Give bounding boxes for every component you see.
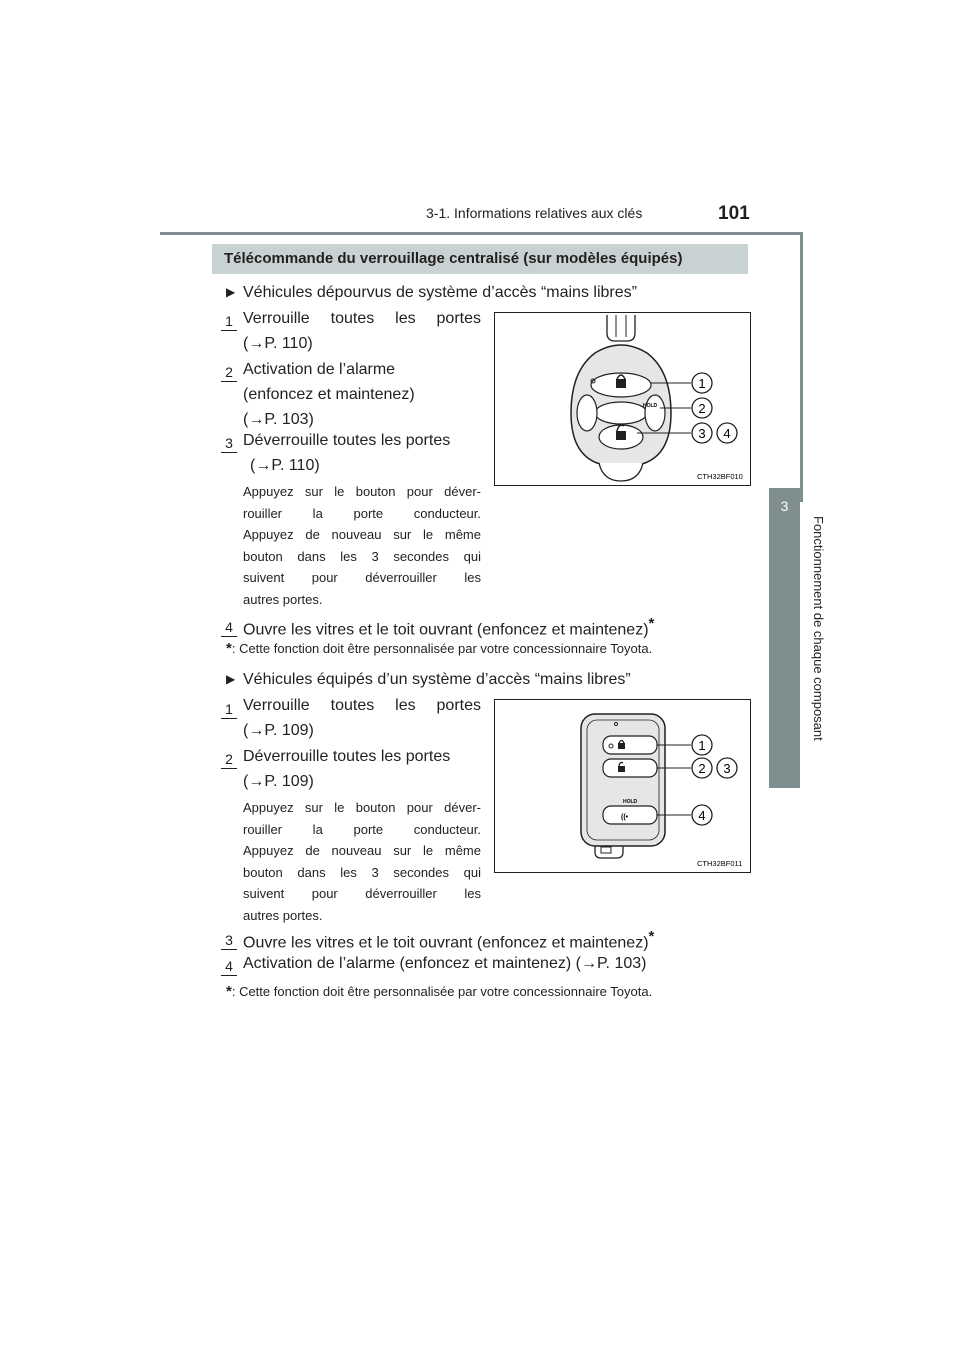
item-number: 2	[221, 362, 237, 382]
part1-heading: Véhicules dépourvus de système d’accès “mains libres”	[243, 284, 637, 301]
item-number: 1	[221, 311, 237, 331]
triangle-bullet-icon: ▶	[226, 285, 236, 299]
item-text: Déverrouille toutes les portes	[243, 432, 451, 449]
callout-4: 4	[698, 808, 706, 823]
item-ref: (→P. 109)	[243, 722, 314, 739]
item-note: Appuyez sur le bouton pour déver- rouiller la porte conducteur. Appuyez de nouveau sur le même bouton dans les 3 secondes qui suivent pour déverrouiller les autres portes.	[243, 800, 481, 923]
side-rule	[800, 232, 803, 502]
item-number: 3	[221, 433, 237, 453]
hold-label: HOLD	[623, 799, 638, 805]
smart-key-drawing	[495, 700, 750, 872]
item-text: Ouvre les vitres et le toit ouvrant (enfoncez et maintenez)*	[243, 928, 655, 952]
figure-caption: CTH32BF010	[697, 472, 743, 481]
callout-1: 1	[698, 376, 706, 391]
item-ref: (→P. 109)	[243, 773, 314, 790]
item-ref: (→P. 110)	[250, 457, 320, 474]
item-text: Déverrouille toutes les portes	[243, 748, 451, 765]
item-text: (enfoncez et maintenez)	[243, 386, 415, 403]
section-banner-title: Télécommande du verrouillage centralisé (sur modèles équipés)	[224, 250, 683, 267]
item-ref: (→P. 103)	[243, 411, 314, 428]
part2-heading: Véhicules équipés d’un système d’accès “mains libres”	[243, 671, 631, 688]
callout-1: 1	[698, 738, 706, 753]
chapter-title: Fonctionnement de chaque composant	[811, 516, 826, 741]
remote-key-drawing	[495, 313, 750, 485]
item-text: Verrouille toutes les portes	[243, 310, 481, 327]
chapter-tab	[769, 488, 800, 788]
hold-label: HOLD	[643, 403, 658, 409]
item-text: Verrouille toutes les portes	[243, 697, 481, 714]
item-number: 2	[221, 749, 237, 769]
triangle-bullet-icon: ▶	[226, 672, 236, 686]
callout-3: 3	[698, 426, 706, 441]
item-number: 1	[221, 699, 237, 719]
item-number: 4	[221, 956, 237, 976]
smart-key-figure	[494, 699, 751, 873]
item-text: Activation de l’alarme (enfoncez et maintenez) (→P. 103)	[243, 955, 647, 972]
remote-key-figure	[494, 312, 751, 486]
chapter-number: 3	[780, 498, 789, 514]
item-number: 4	[221, 617, 237, 637]
section-header: 3-1. Informations relatives aux clés	[426, 205, 643, 221]
callouts	[692, 735, 737, 825]
item-number: 3	[221, 930, 237, 950]
callout-3: 3	[723, 761, 731, 776]
item-text: Ouvre les vitres et le toit ouvrant (enfoncez et maintenez)*	[243, 615, 655, 639]
item-ref: (→P. 110)	[243, 335, 313, 352]
footnote: *: Cette fonction doit être personnalisée par votre concessionnaire Toyota.	[226, 983, 653, 1000]
callout-4: 4	[723, 426, 731, 441]
callout-2: 2	[698, 401, 706, 416]
item-text: Activation de l’alarme	[243, 361, 396, 378]
page-number: 101	[718, 203, 750, 224]
item-note: Appuyez sur le bouton pour déver- rouiller la porte conducteur. Appuyez de nouveau sur le même bouton dans les 3 secondes qui suivent pour déverrouiller les autres portes.	[243, 484, 481, 607]
callout-2: 2	[698, 761, 706, 776]
svg-text:((•: ((•	[621, 814, 629, 821]
callouts	[692, 373, 737, 443]
figure-caption: CTH32BF011	[697, 859, 743, 868]
footnote: *: Cette fonction doit être personnalisée par votre concessionnaire Toyota.	[226, 640, 653, 657]
header-rule	[160, 232, 800, 235]
